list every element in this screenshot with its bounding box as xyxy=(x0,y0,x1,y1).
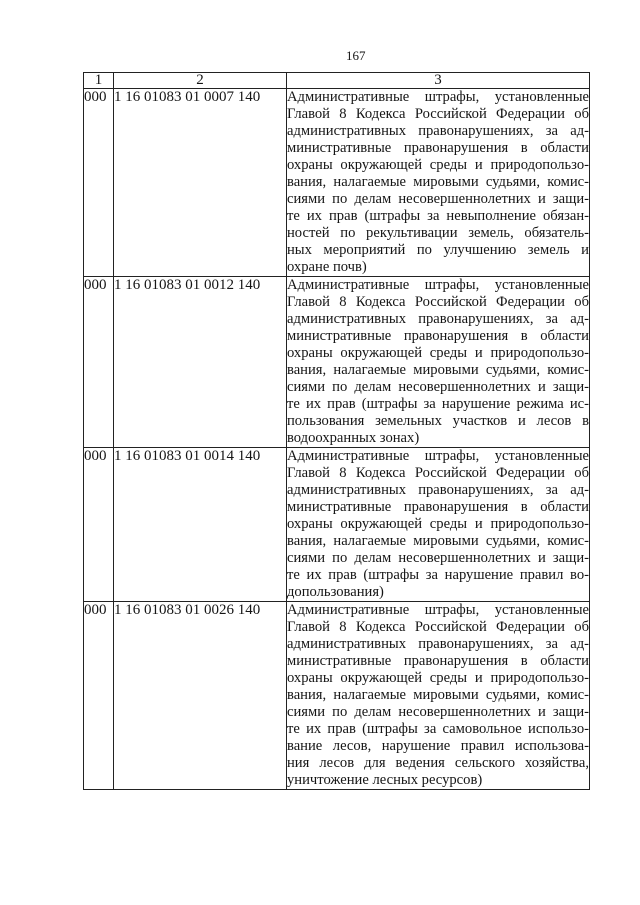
description-line: административных правонарушениях, за ад- xyxy=(287,311,589,327)
header-column-2: 2 xyxy=(114,73,287,89)
description-line: те их прав (штрафы за нарушение правил во- xyxy=(287,567,589,583)
description-line: Главой 8 Кодекса Российской Федерации об xyxy=(287,294,589,310)
table-header xyxy=(84,73,590,89)
page-number: 167 xyxy=(346,48,366,63)
description-line: Административные штрафы, установленные xyxy=(287,448,589,464)
description-line: вания, налагаемые мировыми судьями, комис- xyxy=(287,687,589,703)
description-line: административных правонарушениях, за ад- xyxy=(287,482,589,498)
header-column-1: 1 xyxy=(84,73,114,89)
description-line: ния лесов для ведения сельского хозяйства, xyxy=(287,755,589,771)
description-line: административных правонарушениях, за ад- xyxy=(287,636,589,652)
description-line: охраны окружающей среды и природопользо- xyxy=(287,516,589,532)
table-row xyxy=(84,89,590,277)
table-row xyxy=(84,277,590,448)
description-line: Главой 8 Кодекса Российской Федерации об xyxy=(287,106,589,122)
description-line: вания, налагаемые мировыми судьями, комис- xyxy=(287,533,589,549)
description-line: те их прав (штрафы за нарушение режима ис- xyxy=(287,396,589,412)
description-line: сиями по делам несовершеннолетних и защи- xyxy=(287,379,589,395)
description-line: административных правонарушениях, за ад- xyxy=(287,123,589,139)
budget-code-cell: 1 16 01083 01 0007 140 xyxy=(114,89,287,277)
table-body xyxy=(84,89,590,790)
description-line: охране почв) xyxy=(287,259,367,275)
column-1-cell: 000 xyxy=(84,277,114,448)
header-column-3: 3 xyxy=(287,73,590,89)
description-line: охраны окружающей среды и природопользо- xyxy=(287,670,589,686)
description-line: Главой 8 Кодекса Российской Федерации об xyxy=(287,465,589,481)
description-line: министративные правонарушения в области xyxy=(287,328,589,344)
description-line: те их прав (штрафы за самовольное использо- xyxy=(287,721,589,737)
description-line: сиями по делам несовершеннолетних и защи- xyxy=(287,550,589,566)
header-row xyxy=(84,73,590,89)
description-cell xyxy=(287,448,590,602)
table-row xyxy=(84,602,590,790)
description-line: ных мероприятий по улучшению земель и xyxy=(287,242,589,258)
description-line: вание лесов, нарушение правил использова- xyxy=(287,738,589,754)
description-line: сиями по делам несовершеннолетних и защи- xyxy=(287,191,589,207)
description-line: вания, налагаемые мировыми судьями, комис- xyxy=(287,362,589,378)
description-line: те их прав (штрафы за невыполнение обязан- xyxy=(287,208,589,224)
description-line: охраны окружающей среды и природопользо- xyxy=(287,157,589,173)
table-row xyxy=(84,448,590,602)
description-line: сиями по делам несовершеннолетних и защи- xyxy=(287,704,589,720)
description-line: пользования земельных участков и лесов в xyxy=(287,413,589,429)
description-line: уничтожение лесных ресурсов) xyxy=(287,772,483,788)
budget-code-cell: 1 16 01083 01 0014 140 xyxy=(114,448,287,602)
description-line: вания, налагаемые мировыми судьями, комис- xyxy=(287,174,589,190)
description-line: Административные штрафы, установленные xyxy=(287,277,589,293)
description-cell xyxy=(287,277,590,448)
description-line: охраны окружающей среды и природопользо- xyxy=(287,345,589,361)
description-line: допользования) xyxy=(287,584,384,600)
description-line: министративные правонарушения в области xyxy=(287,499,589,515)
description-line: ностей по рекультивации земель, обязатель- xyxy=(287,225,589,241)
column-1-cell: 000 xyxy=(84,602,114,790)
column-1-cell: 000 xyxy=(84,89,114,277)
description-line: Административные штрафы, установленные xyxy=(287,89,589,105)
description-line: министративные правонарушения в области xyxy=(287,140,589,156)
description-line: водоохранных зонах) xyxy=(287,430,420,446)
description-cell xyxy=(287,602,590,790)
budget-code-cell: 1 16 01083 01 0012 140 xyxy=(114,277,287,448)
description-cell xyxy=(287,89,590,277)
budget-code-cell: 1 16 01083 01 0026 140 xyxy=(114,602,287,790)
description-line: Главой 8 Кодекса Российской Федерации об xyxy=(287,619,589,635)
budget-codes-table xyxy=(83,72,590,790)
description-line: министративные правонарушения в области xyxy=(287,653,589,669)
column-1-cell: 000 xyxy=(84,448,114,602)
description-line: Административные штрафы, установленные xyxy=(287,602,589,618)
